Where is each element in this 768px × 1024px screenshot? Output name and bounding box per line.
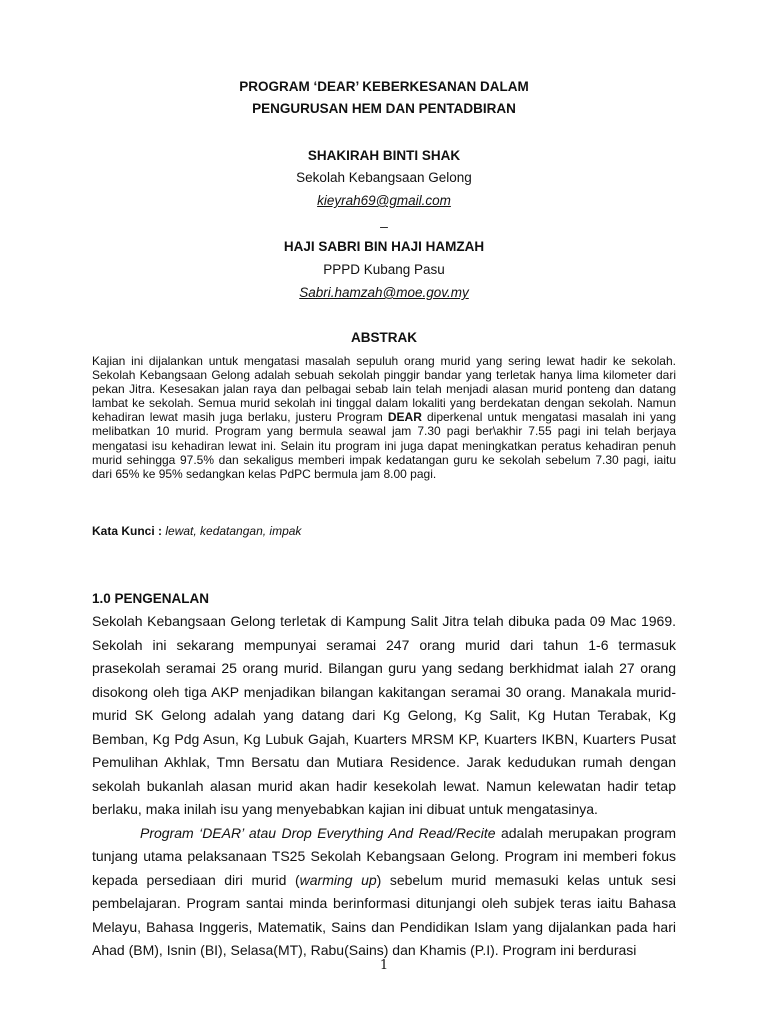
paragraph-2-text-a: adalah merupakan program tunjang utama pelaksanaan TS25 Sekolah Kebangsaan Gelong. Program ini memberi fokus kepada persediaan diri murid ( <box>92 824 676 888</box>
keywords-value: lewat, kedatangan, impak <box>162 524 302 538</box>
paper-title-line-2: PENGURUSAN HEM DAN PENTADBIRAN <box>252 101 516 116</box>
author-2-name: HAJI SABRI BIN HAJI HAMZAH <box>283 239 485 254</box>
program-name-italic: Program ‘DEAR’ atau Drop Everything And Read/Recite <box>140 824 496 841</box>
abstract-highlight: DEAR <box>387 410 422 425</box>
author-1-name: SHAKIRAH BINTI SHAK <box>307 148 461 163</box>
abstract-text-part-2: diperkenal untuk mengatasi masalah ini yang melibatkan 10 murid. Program yang bermula seawal jam 7.30 pagi ber\akhir 7.55 pagi ini telah berjaya mengatasi isu kehadiran lewat ini. Selain itu program ini juga dapat meningkatkan peratus kehadiran penuh murid sehingga 97.5% dan sekaligus memberi impak kedatangan guru ke sekolah sebelum 7.30 pagi, iaitu dari 65% ke 95% sedangkan kelas PdPC bermula jam 8.00 pagi. <box>92 410 676 481</box>
page-number: 1 <box>379 958 389 973</box>
author-2-email[interactable]: Sabri.hamzah@moe.gov.my <box>299 285 469 300</box>
abstract-text-part-1: Kajian ini dijalankan untuk mengatasi masalah sepuluh orang murid yang sering lewat hadir ke sekolah. Sekolah Kebangsaan Gelong adalah sebuah sekolah pinggir bandar yang terletak hanya lima kilometer dari pekan Jitra. Kesesakan jalan raya dan pelbagai sebab lain telah menjadi alasan murid ponteng dan datang lambat ke sekolah. Semua murid sekolah ini tinggal dalam lokaliti yang berdekatan dengan sekolah. Namun kehadiran lewat masih juga berlaku, justeru Program <box>92 354 676 425</box>
paragraph-2-text-b: ) sebelum murid memasuki kelas untuk sesi pembelajaran. Program santai minda berinformasi ditunjangi oleh subjek teras iaitu Bahasa Melayu, Bahasa Inggeris, Matematik, Sains dan Pendidikan Islam yang dijalankan pada hari Ahad (BM), Isnin (BI), Selasa(MT), Rabu(Sains) dan Khamis (P.I). Program ini berdurasi <box>92 871 676 958</box>
paper-title-line-1: PROGRAM ‘DEAR’ KEBERKESANAN DALAM <box>239 79 529 94</box>
keywords <box>92 524 301 538</box>
abstract-heading: ABSTRAK <box>351 330 417 345</box>
section-body <box>92 610 676 963</box>
keywords-label: Kata Kunci : <box>92 524 163 538</box>
author-1-affiliation: Sekolah Kebangsaan Gelong <box>296 170 472 185</box>
author-1-email[interactable]: kieyrah69@gmail.com <box>317 193 451 208</box>
section-paragraph-1: Sekolah Kebangsaan Gelong terletak di Kampung Salit Jitra telah dibuka pada 09 Mac 1969. Sekolah ini sekarang mempunyai seramai 247 orang murid dari tahun 1-6 termasuk prasekolah seramai 25 orang murid. Bilangan guru yang sedang berkhidmat ialah 27 orang disokong oleh tiga AKP menjadikan bilangan kakitangan seramai 30 orang. Manakala murid-murid SK Gelong adalah yang datang dari Kg Gelong, Kg Salit, Kg Hutan Terabak, Kg Bemban, Kg Pdg Asun, Kg Lubuk Gajah, Kuarters MRSM KP, Kuarters IKBN, Kuarters Pusat Pemulihan Akhlak, Tmn Bersatu dan Mutiara Residence. Jarak kedudukan rumah dengan sekolah bukanlah alasan murid akan hadir kesekolah lewat. Namun kelewatan hadir tetap berlaku, maka inilah isu yang menyebabkan kajian ini dibuat untuk mengatasinya. <box>92 613 676 817</box>
abstract-body <box>92 354 676 481</box>
author-2-affiliation: PPPD Kubang Pasu <box>323 262 445 277</box>
section-heading: 1.0 PENGENALAN <box>92 591 210 606</box>
section-paragraph-2 <box>92 822 676 963</box>
warming-up-italic: warming up <box>299 871 377 888</box>
author-separator: _ <box>380 213 388 228</box>
